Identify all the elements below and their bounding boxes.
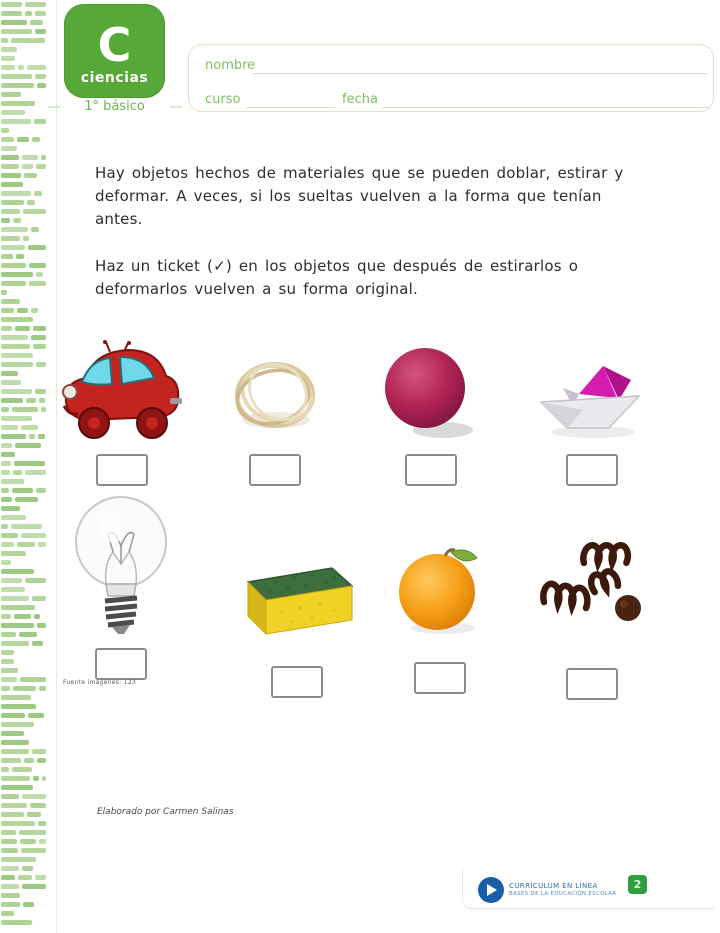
subject-logo	[64, 4, 165, 98]
instruction-paragraph-1: Hay objetos hechos de materiales que se pueden doblar, estirar y deformar. A veces, si los sueltas vuelven a la forma que tenían antes.	[95, 164, 624, 228]
curriculum-en-linea-logo	[478, 877, 616, 903]
grade-label: 1° básico	[84, 99, 145, 114]
footer-logo-line1: CURRÍCULUM EN LÍNEA	[509, 882, 598, 891]
credit-line: Elaborado por Carmen Salinas	[97, 807, 234, 817]
item-light-bulb	[46, 490, 196, 680]
curso-field-line[interactable]	[246, 106, 334, 108]
item-rubber-band	[200, 336, 350, 486]
student-info-frame	[188, 44, 714, 112]
item-licorice-spiral	[517, 490, 667, 700]
instruction-paragraph-2: Haz un ticket (✓) en los objetos que después de estirarlos o deformarlos vuelven a su forma original.	[95, 257, 579, 298]
page-number-badge: 2	[628, 875, 647, 894]
answer-checkbox-light-bulb[interactable]	[95, 648, 147, 680]
curso-label: curso	[205, 92, 241, 107]
footer-rule	[468, 908, 714, 909]
item-orange	[365, 490, 515, 694]
answer-checkbox-rubber-ball[interactable]	[405, 454, 457, 486]
answer-checkbox-sponge[interactable]	[271, 666, 323, 698]
item-toy-car	[47, 336, 197, 486]
subject-label: ciencias	[80, 70, 149, 86]
play-icon	[478, 877, 504, 903]
decorative-dash	[48, 106, 60, 108]
decorative-dash	[170, 106, 182, 108]
orange-icon	[393, 490, 487, 650]
footer-divider	[462, 870, 477, 909]
fecha-label: fecha	[342, 92, 378, 107]
licorice-spiral-icon	[536, 490, 648, 656]
image-source-caption: Fuente imágenes: 123	[63, 679, 137, 686]
answer-checkbox-rubber-band[interactable]	[249, 454, 301, 486]
item-sponge	[222, 490, 372, 698]
subject-letter: C	[97, 18, 132, 72]
paper-boat-icon	[533, 336, 651, 442]
instructions-block	[95, 162, 640, 325]
footer-logo-line2: BASES DE LA EDUCACIÓN ESCOLAR	[509, 890, 617, 897]
nombre-label: nombre	[205, 58, 256, 73]
light-bulb-icon	[68, 490, 174, 636]
answer-checkbox-toy-car[interactable]	[96, 454, 148, 486]
toy-car-icon	[58, 336, 186, 442]
answer-checkbox-paper-boat[interactable]	[566, 454, 618, 486]
answer-checkbox-orange[interactable]	[414, 662, 466, 694]
sponge-icon	[236, 490, 358, 654]
rubber-band-icon	[222, 336, 328, 442]
item-rubber-ball	[356, 336, 506, 486]
answer-checkbox-licorice[interactable]	[566, 668, 618, 700]
item-paper-boat	[517, 336, 667, 486]
decorative-left-border	[0, 0, 50, 933]
nombre-field-line[interactable]	[252, 72, 708, 74]
rubber-ball-icon	[381, 336, 481, 442]
fecha-field-line[interactable]	[382, 106, 710, 108]
